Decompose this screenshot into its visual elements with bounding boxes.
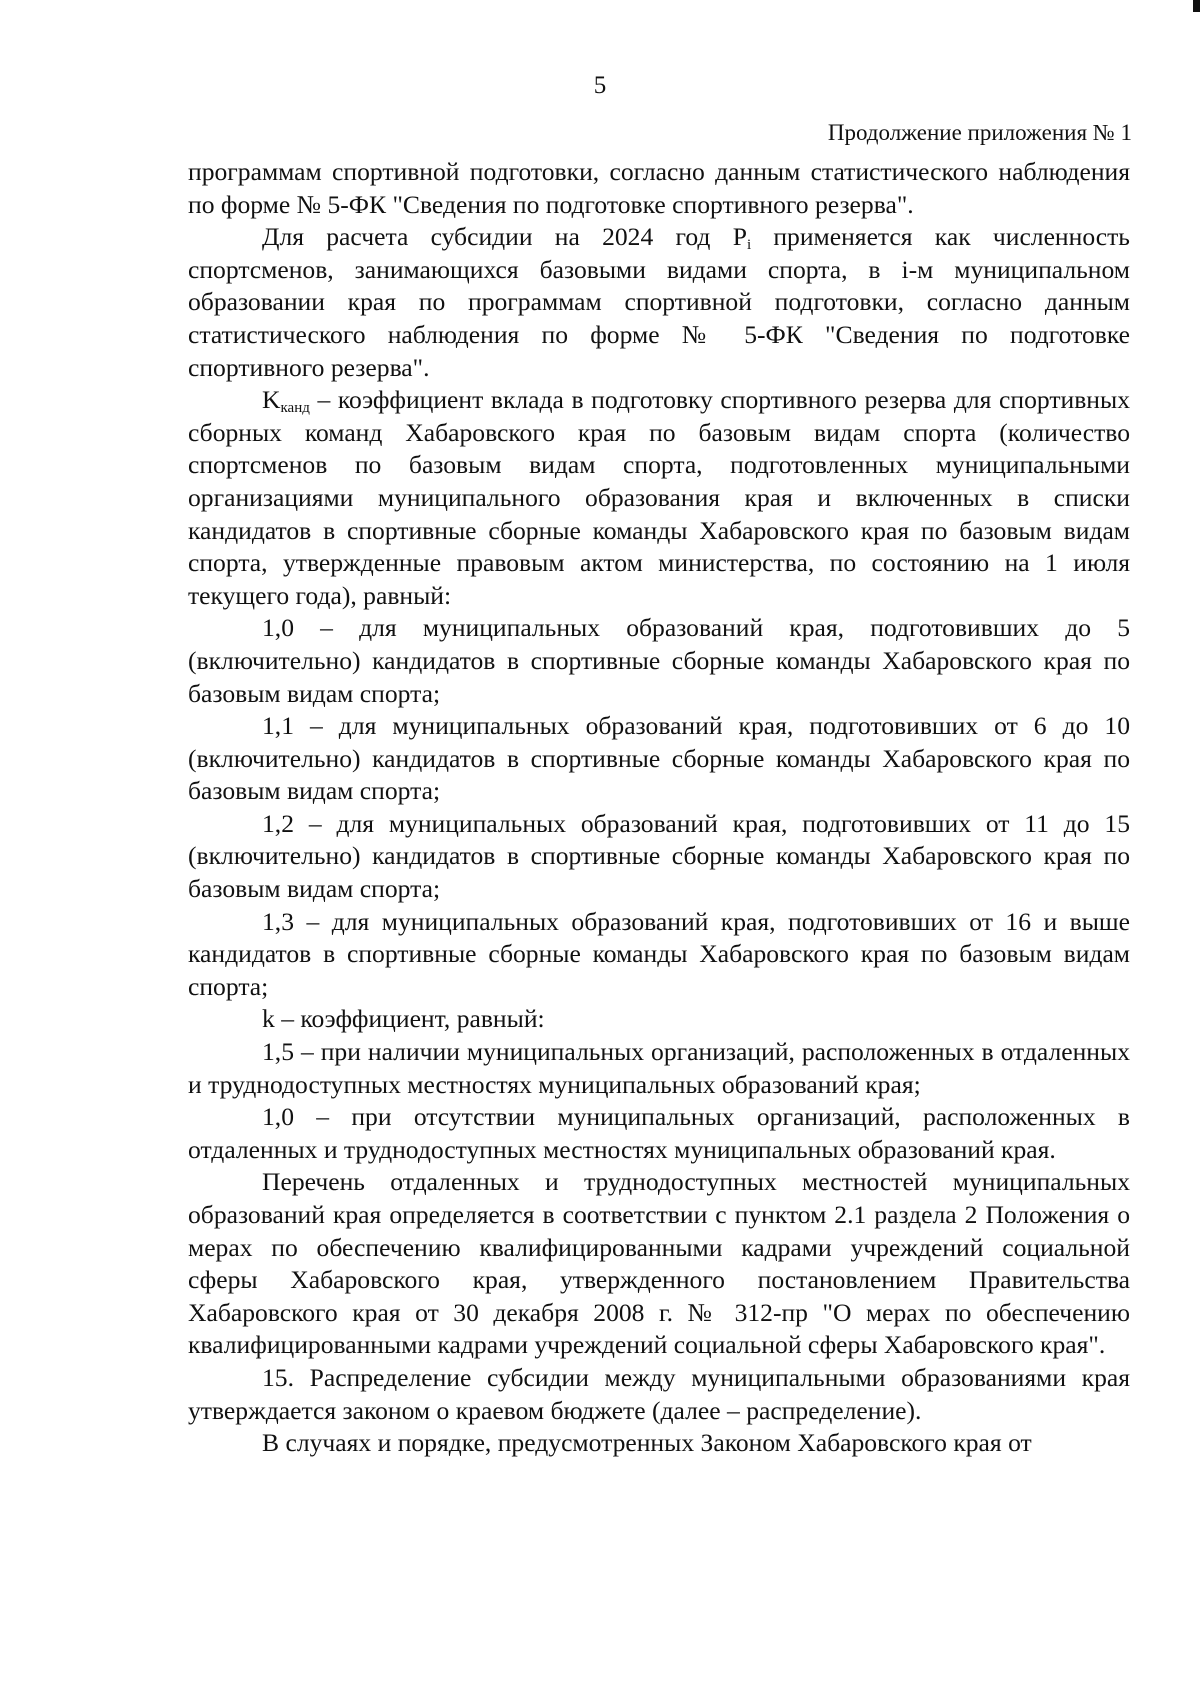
paragraph-6: 1,2 – для муниципальных образований края, подготовивших от 11 до 15 (включительно) кандидатов в спортивные сборные команды Хабаровского края по базовым видам спорта; bbox=[188, 808, 1130, 904]
paragraph-3 bbox=[188, 384, 1130, 612]
appendix-continuation-note: Продолжение приложения № 1 bbox=[827, 120, 1132, 145]
paragraph-12: 15. Распределение субсидии между муниципальными образованиями края утверждается законом о краевом бюджете (далее – распределение). bbox=[188, 1362, 1130, 1425]
paragraph-2 bbox=[188, 221, 1130, 384]
scan-edge-mark bbox=[1193, 0, 1200, 12]
paragraph-8: k – коэффициент, равный: bbox=[262, 1004, 545, 1034]
paragraph-10: 1,0 – при отсутствии муниципальных организаций, расположенных в отдаленных и труднодоступных местностях муниципальных образований края. bbox=[188, 1102, 1130, 1164]
paragraph-2-rest: применяется как численность спортсменов, занимающихся базовыми видами спорта, в i-м муниципальном образовании края по программам спортивной подготовки, согласно данным статистического наблюдения по форме № 5-ФК "Сведения по подготовке спортивного резерва". bbox=[188, 222, 1130, 382]
page-number: 5 bbox=[593, 72, 607, 99]
paragraph-2-subscript: i bbox=[746, 237, 752, 254]
paragraph-11: Перечень отдаленных и труднодоступных местностей муниципальных образований края определяется в соответствии с пунктом 2.1 раздела 2 Положения о мерах по обеспечению квалифицированными кадрами учреждений социальной сферы Хабаровского края, утвержденного постановлением Правительства Хабаровского края от 30 декабря 2008 г. № 312-пр "О мерах по обеспечению квалифицированными кадрами учреждений социальной сферы Хабаровского края". bbox=[188, 1167, 1130, 1360]
paragraph-13: В случаях и порядке, предусмотренных Законом Хабаровского края от bbox=[262, 1428, 1032, 1458]
paragraph-2-lead: Для расчета субсидии на 2024 год P bbox=[262, 222, 747, 252]
paragraph-3-rest: – коэффициент вклада в подготовку спортивного резерва для спортивных сборных команд Хабаровского края по базовым видам спорта (количество спортсменов по базовым видам спорта, подготовленных муниципальными организациями муниципального образования края и включенных в списки кандидатов в спортивные сборные команды Хабаровского края по базовым видам спорта, утвержденные правовым актом министерства, по состоянию на 1 июля текущего года), равный: bbox=[188, 385, 1130, 610]
paragraph-3-subscript: канд bbox=[280, 400, 310, 417]
paragraph-7: 1,3 – для муниципальных образований края, подготовивших от 16 и выше кандидатов в спортивные сборные команды Хабаровского края по базовым видам спорта; bbox=[188, 906, 1130, 1001]
paragraph-9: 1,5 – при наличии муниципальных организаций, расположенных в отдаленных и труднодоступных местностях муниципальных образований края; bbox=[188, 1037, 1130, 1099]
paragraph-3-lead: K bbox=[262, 385, 281, 415]
paragraph-4: 1,0 – для муниципальных образований края, подготовивших до 5 (включительно) кандидатов в спортивные сборные команды Хабаровского края по базовым видам спорта; bbox=[188, 613, 1130, 708]
paragraph-1: программам спортивной подготовки, согласно данным статистического наблюдения по форме № 5-ФК "Сведения по подготовке спортивного резерва". bbox=[188, 157, 1130, 219]
paragraph-5: 1,1 – для муниципальных образований края, подготовивших от 6 до 10 (включительно) кандидатов в спортивные сборные команды Хабаровского края по базовым видам спорта; bbox=[188, 711, 1130, 806]
document-body bbox=[188, 156, 1130, 1460]
